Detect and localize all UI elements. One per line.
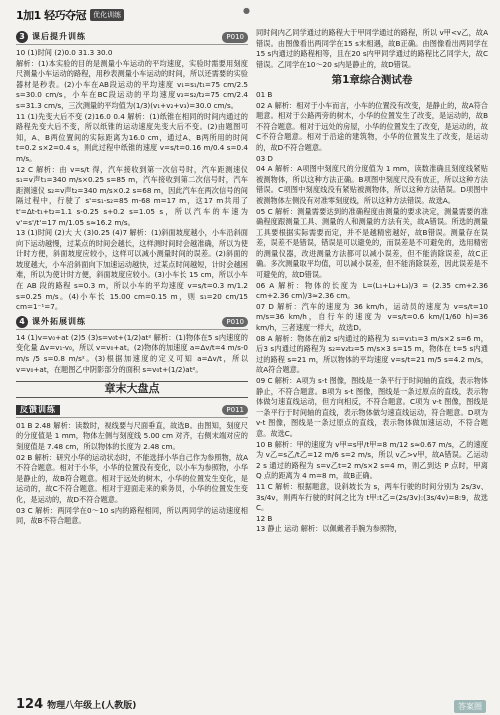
chapter-summary-title: 章末大盘点 — [16, 381, 248, 398]
section-number: 4 — [16, 316, 28, 328]
answer-item: 14 (1)v=v₀+at (2)5 (3)s=v₀t+(1/2)at² 解析：(1)物体在5 s内速度的变化量 Δv=v₁-v₀，所以 v=v₀+at。(2)物体的加速度 a=Δv/t=4 m/s-0 m/s /5 s=0.8 m/s²。(3)根据加速度的定义可知 a=Δv/t，所以 v=v₀+at，在题图乙中阴影部分的面积 s=v₀t+(1/2)at²。 — [16, 332, 248, 374]
left-column — [16, 28, 248, 527]
answer-item: 10 (1)时间 (2)0.0 31.3 30.0 — [16, 48, 113, 57]
answer-item: 13 静止 运动 解析：以佩戴者手腕为参照物， — [256, 524, 402, 534]
section-title: 课后提升训练 — [32, 31, 86, 41]
watermark: 答案圈 — [454, 700, 486, 713]
answer-item: 03 C 解析：两同学在0～10 s内的路程相同，所以两同学的运动速度相同，故B不符合题意。 — [16, 505, 248, 526]
section-feedback — [16, 403, 248, 418]
answer-item: 13 (1)时间 (2)大 大 (3)0.25 (4)7 解析：(1)斜面坡度越小，小车沿斜面向下运动越慢，过某点的时间会越长，这样测时间时会越准确，所以为使计时方便，斜面坡度应较小，这样可以减小测量时间的误差。(2)斜面的坡度越大，小车沿斜面向下加速运动越快，过某点时间越短，计时会越困难，所以为使计时方便，斜面坡度应较小。(3)小车长 15 cm，所以小车在 AB 段的路程 s=0.3 m，所以小车的平均速度 v=s/t=0.3 m/1.2 s=0.25 m/s。(4)小车长 15.00 cm=0.15 m，则 s₁=20 cm/15 cm=1⁻¹=7。 — [16, 228, 248, 312]
answer-continuation: 同时间内乙同学通过的路程大于甲同学通过的路程，所以 v甲<v乙，故A错误。由图像看出两同学在15 s末相遇，故B正确。由图像看出两同学在15 s内通过的路程相等，且在20 s内甲同学通过的路程比乙同学大，故C错误。乙同学在10～20 s内是静止的，故D错误。 — [256, 28, 488, 69]
answer-item: 01 B 2.48 解析：读数时，视线要与尺面垂直，故选B。由图知，刻度尺的分度值是 1 mm，物体左侧与刻度线 5.00 cm 对齐，右侧末端对应的刻度值是 7.48 cm，所以物体的长度为 2.48 cm。 — [16, 420, 248, 451]
answer-item: 06 A 解析：物体的长度为 L=(L₁+L₂+L₃)/3 = (2.35 cm+2.36 cm+2.36 cm)/3≈2.36 cm。 — [256, 280, 488, 301]
section-extension — [16, 315, 248, 330]
answer-item: 08 A 解析：物体在前2 s内通过的路程为 s₁=v₁t₁=3 m/s×2 s=6 m，后3 s内通过的路程为 s₂=v₂t₂=5 m/s×3 s=15 m，物体在 t=5 s内通过的路程 s=21 m，所以物体的平均速度 v=s/t=21 m/5 s=4.2 m/s，故A符合题意。 — [256, 333, 488, 375]
answer-item: 11 C 解析：根据题意，设斜坡长为 s，两车行驶的时间分别为 2s/3v、3s/4v，则两车行驶的时间之比为 t甲:t乙=(2s/3v):(3s/4v)=8:9，故选C。 — [256, 481, 488, 513]
answer-item: 02 A 解析：相对于小车而言，小车的位置没有改变，是静止的，故A符合题意。相对于公路两旁的树木，小华的位置发生了改变，是运动的，故B不符合题意。相对于远处的房屋，小华的位置发生了改变，是运动的，故C不符合题意。相对于沿途的建筑物，小华的位置发生了改变，是运动的，故D不符合题意。 — [256, 100, 488, 152]
section-code: P011 — [222, 405, 248, 416]
right-column — [256, 28, 488, 535]
section-number: 3 — [16, 31, 28, 43]
answer-item: 09 C 解析：A项为 s-t 图像，图线是一条平行于时间轴的直线，表示物体静止，不符合题意。B项为 s-t 图像，图线是一条过原点的直线，表示物体做匀速直线运动，但方向相反，不符合题意。C项为 v-t 图像，图线是一条平行于时间轴的直线，表示物体做匀速直线运动，符合题意。D项为 v-t 图像，图线是一条过原点的直线，表示物体做加速运动，不符合题意。故选C。 — [256, 376, 488, 438]
answer-item: 02 B 解析：研究小华的运动状态时，不能选择小华自己作为参照物，故A不符合题意。相对于小华，小华的位置没有变化，以小车为参照物，小华是静止的，故B符合题意。相对于远处的树木，小华的位置发生变化，是运动的，故C不符合题意。相对于迎面走来的乘务员，小华的位置发生变化，是运动的，故D不符合题意。 — [16, 452, 249, 504]
answer-item: 12 B — [256, 513, 273, 523]
answer-item: 05 C 解析：测量需要达到的准确程度由测量的要求决定，测量需要的准确程度跟测量工具、测量的人和测量的方法有关，故A错误。所选的测量工具要根据实际需要而定，并不是越精密越好，故B错误。测量存在误差，误差不是错误，错误是可以避免的，而误差是不可避免的，选用精密的测量仪器，改进测量方法都可以减小误差，但不能消除误差，故C正确。多次测量取平均值，可以减小误差，但不能消除误差，因此误差是不可避免的，故D错误。 — [256, 206, 488, 280]
chapter-test-title: 第1章综合测试卷 — [331, 74, 413, 87]
brand-logo: 1加1 轻巧夺冠 — [16, 9, 87, 22]
top-bar — [0, 0, 500, 30]
answer-item: 11 (1)先变大后不变 (2)16.0 0.4 解析：(1)纸锥在相同的时间内通过的路程先变大后不变，所以纸锥的运动速度先变大后不变。(2)由题图可知，A、B两位置间的实际距离为16.0 cm，通过A、B两所用的时间 t=0.2 s×2=0.4 s，则此过程中纸锥的速度 v=s/t=0.16 m/0.4 s=0.4 m/s。 — [16, 111, 248, 163]
page-dot: ● — [243, 6, 250, 15]
answer-item: 04 A 解析：A项图中刻度尺的分度值为 1 mm，读数准确且刻度线紧贴被测物体，所以这种方法正确。B项图中刻度尺没有放正，所以这种方法错误。C项图中刻度线没有紧贴被测物体，所以这种方法错误。D项图中被测物体左侧没有对准零刻度线，所以这种方法错误。故选A。 — [256, 164, 488, 205]
brand — [16, 8, 124, 22]
section-code: P010 — [222, 32, 248, 43]
page-number: 124 — [16, 697, 44, 712]
section-title: 反馈训练 — [16, 405, 60, 416]
brand-subtitle: 优化训练 — [90, 9, 124, 21]
answer-item: 03 D — [256, 153, 273, 163]
section-code: P010 — [222, 317, 248, 328]
answer-item: 12 C 解析：由 v=s/t 得，汽车接收到第一次信号时，汽车距测速仪 s₁=v声t₁=340 m/s×0.25 s=85 m，汽车接收到第二次信号时，汽车距测速仪 s₂=v声t₂=340 m/s×0.2 s=68 m，因此汽车在两次信号的间隔过程中，行驶了 s'=s₁-s₂=85 m-68 m=17 m，这17 m共用了 t'=Δt-t₁+t₂=1.1 s-0.25 s+0.2 s=1.05 s，所以汽车的车速为 v'=s'/t'=17 m/1.05 s≈16.2 m/s。 — [16, 164, 248, 227]
answer-item: 解析：(1)本实验的目的是测量小车运动的平均速度，实验时需要用刻度尺测量小车运动的路程，用秒表测量小车运动的时间，所以还需要的实验器材是秒表。(2)小车在AB段运动的平均速度 v₁=s₁/t₁=75 cm/2.5 s=30.0 cm/s，小车在BC段运动的平均速度v₂=s₂/t₂=75 cm/2.4 s=31.3 cm/s，三次测量的平均值为(1/3)(v₁+v₂+v₃)=30.0 cm/s。 — [16, 58, 248, 110]
answer-item: 01 B — [256, 89, 273, 99]
page-footer — [16, 697, 136, 712]
book-subject: 物理八年级上(人教版) — [47, 701, 137, 711]
section-after-class — [16, 30, 248, 45]
answer-item: 07 D 解析：汽车的速度为 36 km/h，运动员的速度为 v=s/t=10 m/s=36 km/h，自行车的速度为 v=s/t=0.6 km/(1/60 h)=36 km/h，三者速度一样大，故选D。 — [256, 301, 488, 333]
section-title: 课外拓展训练 — [32, 316, 86, 326]
answer-item: 10 B 解析：甲的速度为 v甲=s甲/t甲=8 m/12 s≈0.67 m/s，乙的速度为 v乙=s乙/t乙=12 m/6 s=2 m/s，所以 v乙>v甲，故A错误。乙运动 2 s 通过的路程为 s=v乙t=2 m/s×2 s=4 m，则乙到达 P 点时，甲离 Q 点的距离为 4 m=8 m，故B正确。 — [256, 439, 488, 481]
